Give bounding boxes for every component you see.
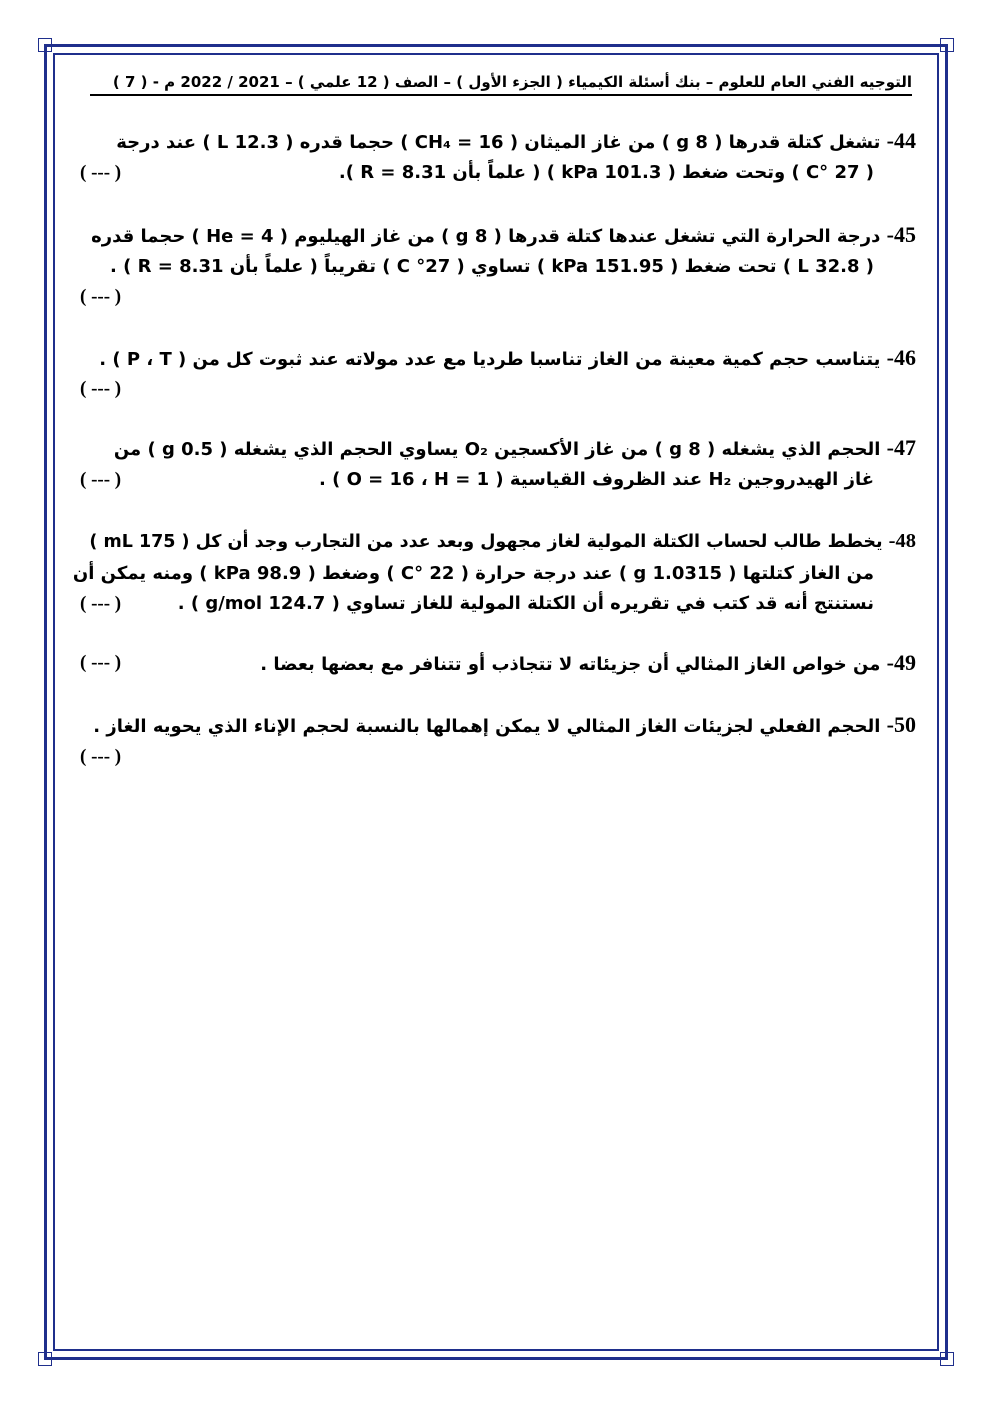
answer-blank[interactable]: ( --- ) xyxy=(80,746,122,767)
corner-ornament-tl xyxy=(38,38,52,52)
answer-blank[interactable]: ( --- ) xyxy=(80,378,122,399)
question-number: 49- xyxy=(886,650,916,675)
question-50-line-1 xyxy=(93,712,916,740)
question-number: 45- xyxy=(886,222,916,247)
answer-blank[interactable]: ( --- ) xyxy=(80,162,122,183)
question-49-line-1 xyxy=(260,650,916,678)
question-number: 46- xyxy=(886,345,916,370)
question-text: درجة الحرارة التي تشغل عندها كتلة قدرها ( 8 g ) من غاز الهيليوم ( He = 4 ) حجما قدره xyxy=(91,226,881,247)
question-number: 44- xyxy=(886,128,916,153)
question-text: نستنتج أنه قد كتب في تقريره أن الكتلة المولية للغاز تساوي ( 124.7 g/mol ) . xyxy=(177,593,874,614)
answer-blank[interactable]: ( --- ) xyxy=(80,652,122,673)
question-47-line-2 xyxy=(319,467,874,493)
question-text: ( 32.8 L ) تحت ضغط ( 151.95 kPa ) تساوي ( 27° C ) تقريباً ( علماً بأن R = 8.31 ) . xyxy=(110,256,874,277)
question-text: غاز الهيدروجين H₂ عند الظروف القياسية ( O = 16 ، H = 1 ) . xyxy=(318,469,874,490)
corner-ornament-bl xyxy=(38,1352,52,1366)
question-text: يخطط طالب لحساب الكتلة المولية لغاز مجهول وبعد عدد من التجارب وجد أن كل ( 175 mL ) xyxy=(89,532,883,552)
question-48-line-3 xyxy=(178,591,874,617)
question-number: 50- xyxy=(886,712,916,737)
question-48-line-1 xyxy=(89,528,916,555)
question-47-line-1 xyxy=(114,435,916,463)
question-text: الحجم الذي يشغله ( 8 g ) من غاز الأكسجين O₂ يساوي الحجم الذي يشغله ( 0.5 g ) من xyxy=(113,439,881,460)
corner-ornament-br xyxy=(940,1352,954,1366)
page-header: التوجيه الفني العام للعلوم – بنك أسئلة الكيمياء ( الجزء الأول ) – الصف ( 12 علمي ) – 2021 / 2022 م - ( 7 ) xyxy=(90,70,912,96)
question-text: من خواص الغاز المثالي أن جزيئاته لا تتجاذب أو تتنافر مع بعضها بعضا . xyxy=(260,654,881,675)
answer-blank[interactable]: ( --- ) xyxy=(80,286,122,307)
question-44-line-1 xyxy=(116,128,916,156)
question-number: 47- xyxy=(886,435,916,460)
question-45-line-1 xyxy=(91,222,916,250)
question-45-line-2 xyxy=(110,254,874,280)
answer-blank[interactable]: ( --- ) xyxy=(80,593,122,614)
question-text: الحجم الفعلي لجزيئات الغاز المثالي لا يمكن إهمالها بالنسبة لحجم الإناء الذي يحويه الغاز . xyxy=(93,716,881,737)
question-text: ( 27 °C ) وتحت ضغط ( 101.3 kPa ) ( علماً بأن R = 8.31 ). xyxy=(338,162,874,183)
question-46-line-1 xyxy=(99,345,916,373)
question-text: من الغاز كتلتها ( 1.0315 g ) عند درجة حرارة ( 22 °C ) وضغط ( 98.9 kPa ) ومنه يمكن أن xyxy=(72,563,874,584)
question-number: 48- xyxy=(888,530,916,552)
answer-blank[interactable]: ( --- ) xyxy=(80,469,122,490)
corner-ornament-tr xyxy=(940,38,954,52)
question-text: يتناسب حجم كمية معينة من الغاز تناسبا طرديا مع عدد مولاته عند ثبوت كل من ( P ، T ) . xyxy=(99,349,881,370)
question-44-line-2 xyxy=(339,160,874,186)
question-text: تشغل كتلة قدرها ( 8 g ) من غاز الميثان ( CH₄ = 16 ) حجما قدره ( 12.3 L ) عند درجة xyxy=(116,132,881,153)
question-48-line-2 xyxy=(73,561,874,587)
